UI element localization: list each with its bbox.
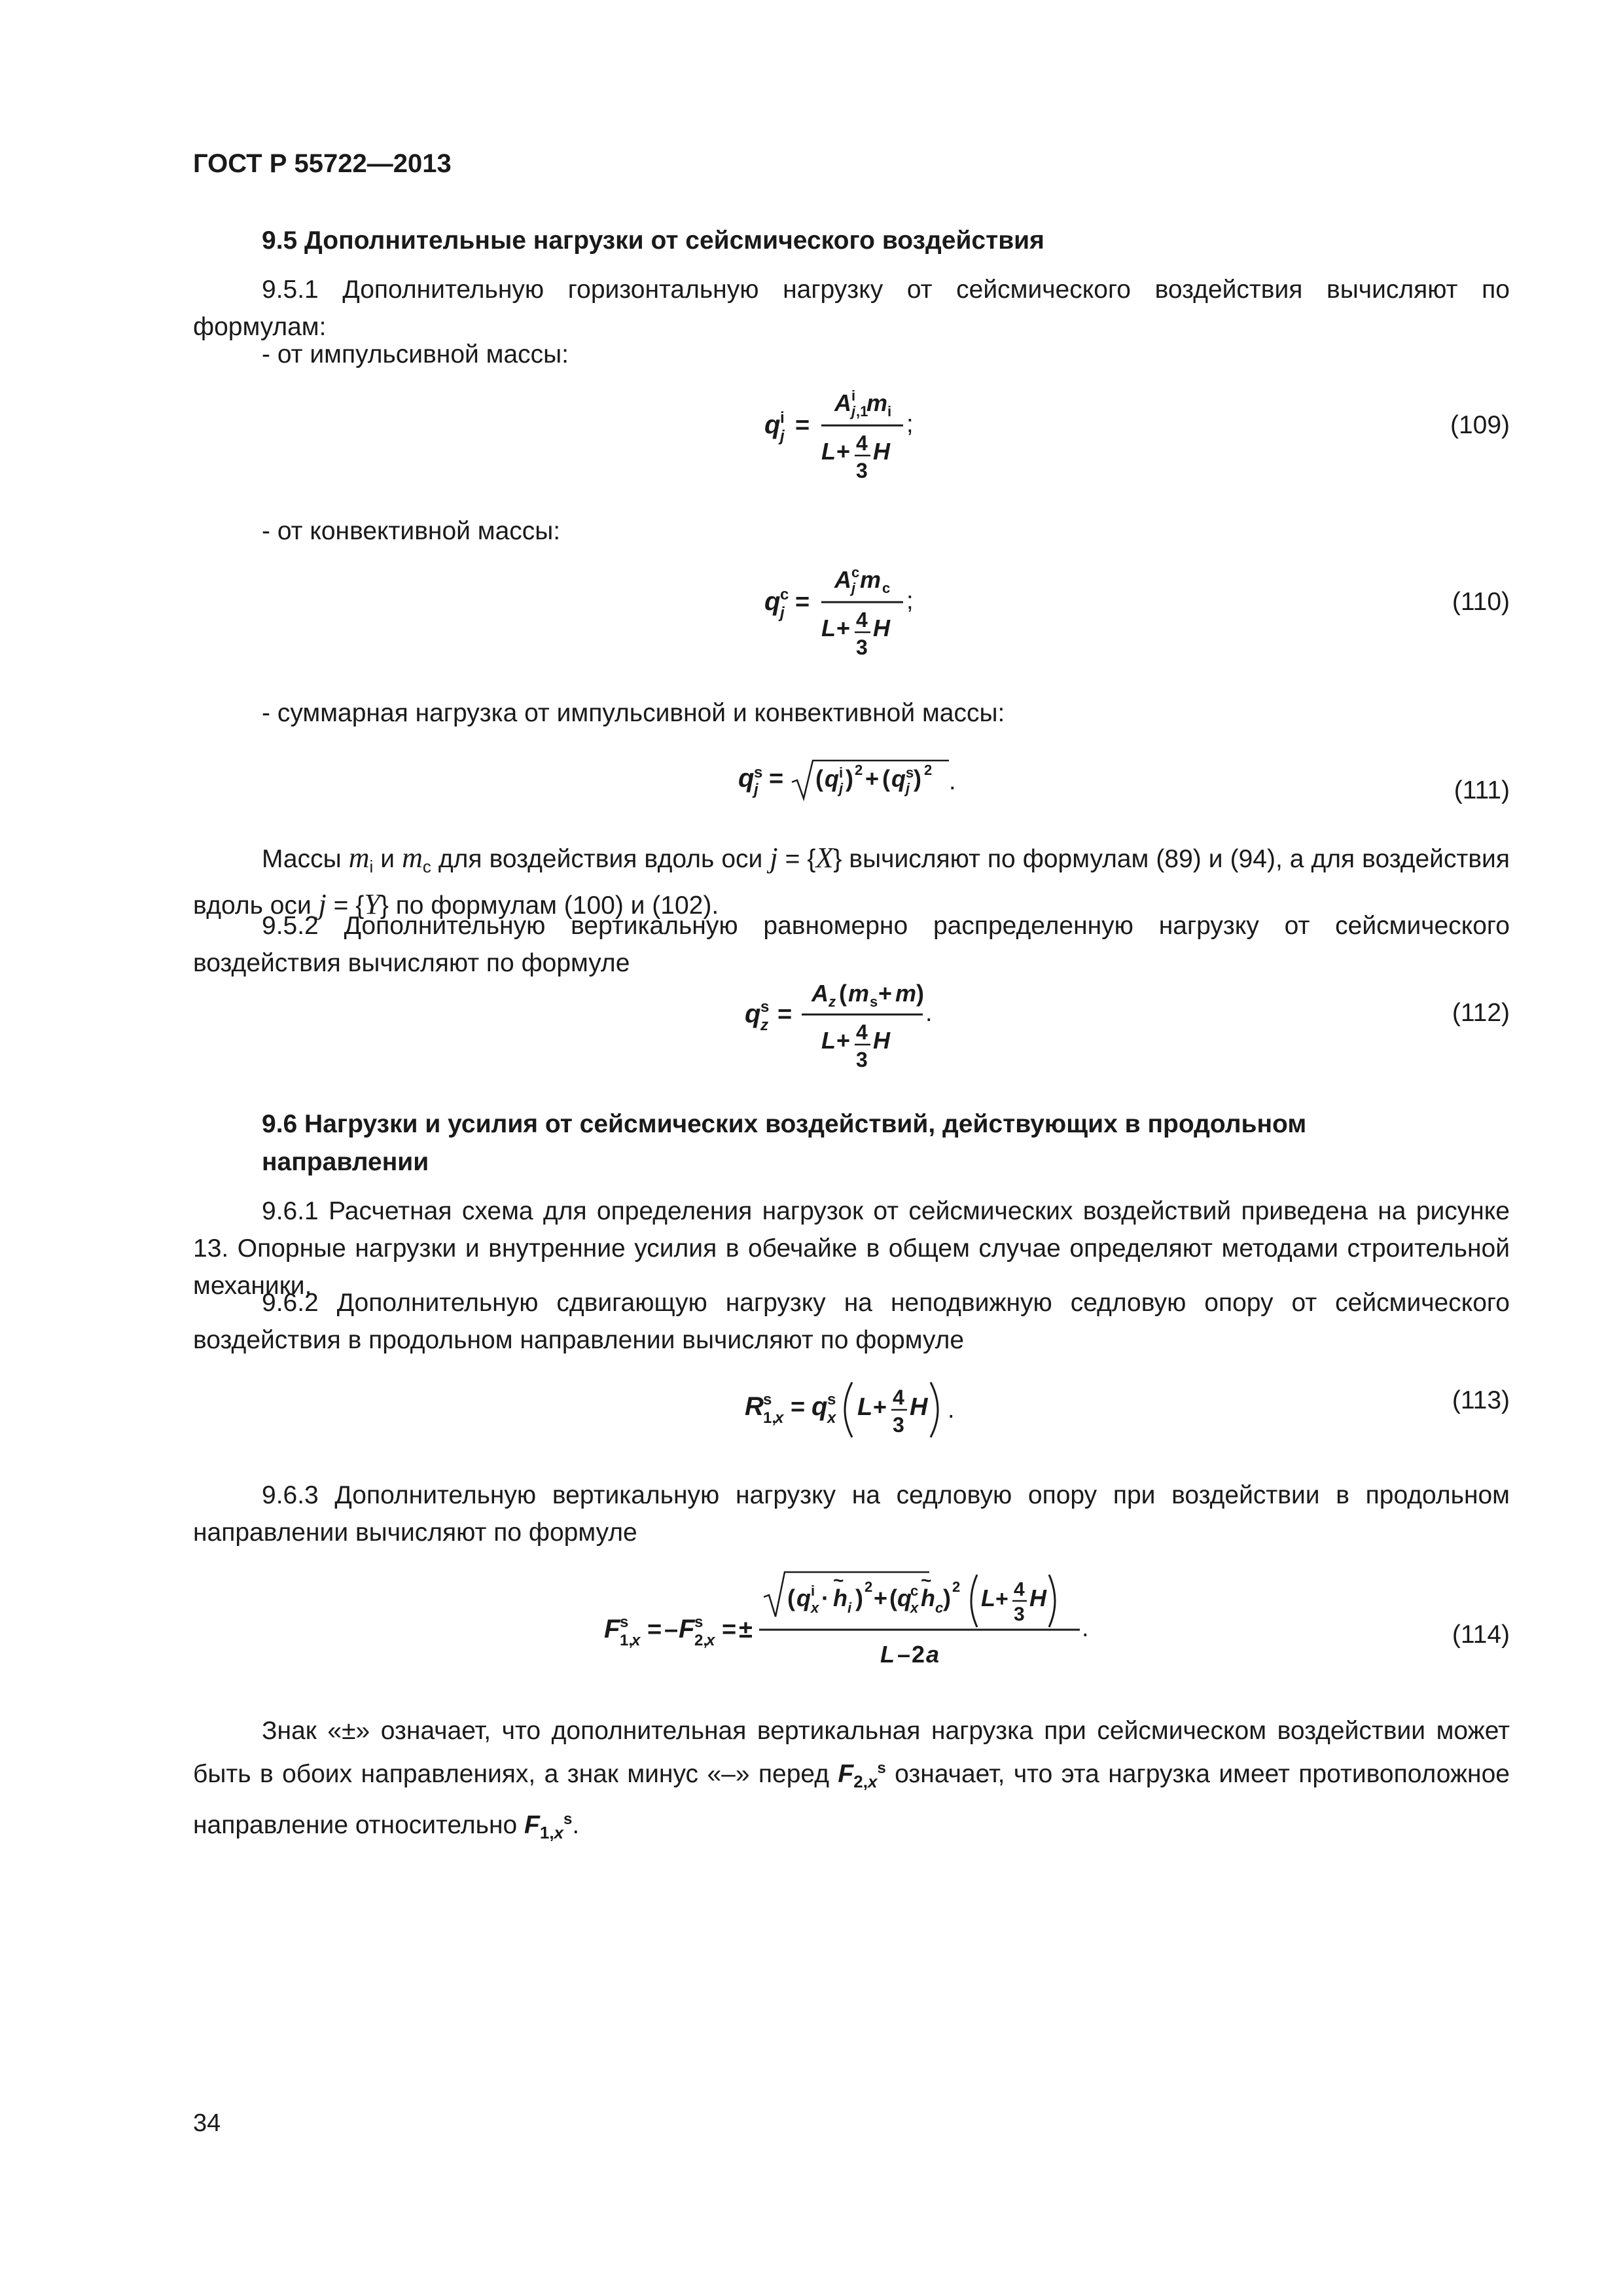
svg-text:j: j <box>851 580 856 596</box>
svg-text:m: m <box>866 389 888 416</box>
svg-text:(: ( <box>839 980 847 1007</box>
svg-text:+: + <box>995 1587 1008 1611</box>
svg-text:4: 4 <box>856 608 868 632</box>
svg-text:a: a <box>926 1641 940 1668</box>
svg-text:=: = <box>777 1001 793 1028</box>
svg-text:=: = <box>647 1616 662 1643</box>
svg-text:;: ; <box>906 587 914 615</box>
svg-text:.: . <box>948 1396 955 1424</box>
svg-text:–: – <box>664 1616 679 1643</box>
item-total-load: - суммарная нагрузка от импульсивной и конвективной массы: <box>262 699 1005 727</box>
svg-text:3: 3 <box>893 1413 904 1437</box>
svg-text:(: ( <box>815 765 823 792</box>
svg-text:L: L <box>981 1585 995 1611</box>
svg-text:j: j <box>839 780 844 797</box>
svg-text:2: 2 <box>865 1579 873 1595</box>
svg-text:L: L <box>821 438 836 465</box>
svg-text:3: 3 <box>856 636 868 659</box>
formula-111 <box>733 753 982 815</box>
svg-text:m: m <box>895 980 917 1007</box>
svg-text:H: H <box>873 615 890 641</box>
svg-text:i: i <box>839 764 844 781</box>
svg-text:c: c <box>780 586 789 603</box>
svg-text:1,: 1, <box>763 1409 777 1427</box>
svg-text:.: . <box>949 768 956 795</box>
equation-number-109: (109) <box>1450 411 1510 439</box>
masses-text-and: и <box>380 845 395 873</box>
svg-text:j: j <box>754 781 758 798</box>
svg-text:x: x <box>706 1632 715 1649</box>
svg-text:q: q <box>738 764 755 793</box>
section-9-6-title-2: направлении <box>262 1148 429 1176</box>
svg-text:R: R <box>745 1392 764 1421</box>
paragraph-sign-meaning: Знак «±» означает, что дополнительная вертикальная нагрузка при сейсмическом воздействии может быть в обоих направлениях, а знак минус «–» перед $F_{2,x}^s$ означает, что эта нагрузка имеет противоположное направление относительно $F_{1,x}^s$. <box>193 1717 1510 1842</box>
formula-113 <box>740 1368 975 1456</box>
svg-text:): ) <box>846 765 853 792</box>
svg-text:q: q <box>891 765 906 792</box>
item-convective-mass: - от конвективной массы: <box>262 517 561 545</box>
sign-text-b: означает, что эта нагрузка имеет противоположное направление относительно <box>193 1760 1510 1839</box>
formula-110 <box>759 563 929 684</box>
svg-text:~: ~ <box>833 1570 844 1590</box>
svg-text:s: s <box>620 1613 629 1631</box>
svg-text:2: 2 <box>924 762 933 778</box>
svg-text:+: + <box>873 1393 887 1420</box>
svg-text:j: j <box>906 780 910 797</box>
svg-text:i: i <box>847 1600 852 1616</box>
svg-text:±: ± <box>739 1616 753 1643</box>
svg-text:m: m <box>860 566 882 593</box>
masses-text-d: по формулам (100) и (102). <box>395 891 719 920</box>
svg-text:x: x <box>910 1600 919 1616</box>
svg-text:c: c <box>851 564 860 581</box>
svg-text:2: 2 <box>855 762 863 778</box>
formula-114 <box>599 1564 1109 1698</box>
svg-text:A: A <box>834 566 851 593</box>
svg-text:+: + <box>836 438 851 465</box>
svg-text:3: 3 <box>856 1048 868 1071</box>
svg-text:h: h <box>921 1585 935 1611</box>
svg-text:): ) <box>855 1585 863 1611</box>
svg-text:L: L <box>821 1027 836 1054</box>
svg-text:4: 4 <box>893 1386 904 1409</box>
svg-text:x: x <box>775 1409 784 1427</box>
document-header: ГОСТ Р 55722—2013 <box>193 149 452 178</box>
svg-text:m: m <box>848 980 870 1007</box>
svg-text:2,: 2, <box>694 1632 708 1649</box>
svg-text:.: . <box>1082 1615 1089 1642</box>
svg-text:s: s <box>906 764 914 781</box>
paragraph-9-5-1: 9.5.1 Дополнительную горизонтальную нагрузку от сейсмического воздействия вычисляют по формулам: <box>193 276 1510 341</box>
equation-number-112: (112) <box>1452 999 1510 1027</box>
svg-text:i: i <box>887 403 892 420</box>
svg-text:i: i <box>811 1583 815 1599</box>
svg-text:=: = <box>795 588 810 616</box>
svg-text:x: x <box>827 1409 836 1427</box>
svg-text:3: 3 <box>1014 1604 1025 1625</box>
equation-number-110: (110) <box>1452 588 1510 616</box>
svg-text:s: s <box>827 1391 836 1408</box>
svg-text:c: c <box>910 1583 919 1599</box>
svg-text:,1: ,1 <box>856 403 868 420</box>
svg-text:4: 4 <box>1014 1579 1025 1600</box>
svg-text:=: = <box>769 765 784 793</box>
svg-text:z: z <box>829 994 836 1010</box>
svg-text:+: + <box>865 765 880 792</box>
svg-text:z: z <box>760 1016 768 1034</box>
svg-text:s: s <box>694 1613 704 1631</box>
svg-text:q: q <box>764 587 781 616</box>
svg-text:): ) <box>943 1585 951 1611</box>
svg-text:=: = <box>795 412 810 439</box>
svg-text:;: ; <box>906 410 914 438</box>
svg-text:~: ~ <box>921 1570 932 1590</box>
svg-text:3: 3 <box>856 459 868 482</box>
svg-text:+: + <box>874 1585 888 1611</box>
svg-text:H: H <box>873 1027 890 1054</box>
svg-text:=: = <box>722 1616 737 1643</box>
paragraph-9-6-3: 9.6.3 Дополнительную вертикальную нагрузку на седловую опору при воздействии в продольном направлении вычисляют по формуле <box>193 1481 1510 1547</box>
svg-text:+: + <box>836 1027 851 1054</box>
svg-text:.: . <box>925 999 933 1027</box>
svg-text:·: · <box>821 1585 829 1611</box>
svg-text:q: q <box>764 410 781 439</box>
svg-text:2: 2 <box>912 1641 925 1668</box>
svg-text:x: x <box>811 1600 819 1616</box>
svg-text:s: s <box>760 998 770 1016</box>
svg-text:c: c <box>882 580 891 596</box>
svg-text:i: i <box>851 387 856 404</box>
svg-text:A: A <box>812 980 829 1007</box>
svg-text:H: H <box>873 438 890 465</box>
svg-text:(: ( <box>787 1585 795 1611</box>
formula-112 <box>740 975 949 1096</box>
svg-text:s: s <box>763 1391 772 1408</box>
paragraph-masses: Массы $m_i$ и $m_c$ для воздействия вдоль оси j = {X} вычисляют по формулам (89) и (94), а для воздействия вдоль оси j = {Y} по формулам (100) и (102). <box>193 842 1510 920</box>
svg-text:4: 4 <box>856 1020 868 1044</box>
svg-text:4: 4 <box>856 431 868 455</box>
masses-text-c: вычисляют по формулам (89) и (94), а для воздействия вдоль оси <box>193 845 1510 920</box>
svg-text:F: F <box>604 1615 620 1643</box>
svg-text:q: q <box>812 1392 828 1421</box>
svg-text:H: H <box>1029 1585 1046 1611</box>
svg-text:q: q <box>825 765 839 792</box>
svg-text:): ) <box>914 765 921 792</box>
svg-text:+: + <box>836 615 851 641</box>
page-number: 34 <box>193 2109 221 2137</box>
svg-text:j: j <box>851 403 856 420</box>
svg-text:L: L <box>821 615 836 641</box>
svg-text:): ) <box>916 980 924 1007</box>
section-9-6-title-1: 9.6 Нагрузки и усилия от сейсмических воздействий, действующих в продольном <box>262 1110 1307 1138</box>
svg-text:s: s <box>870 994 878 1010</box>
paragraph-9-5-2: 9.5.2 Дополнительную вертикальную равномерно распределенную нагрузку от сейсмического воздействия вычисляют по формуле <box>193 912 1510 977</box>
svg-text:(: ( <box>889 1585 897 1611</box>
svg-text:i: i <box>780 409 785 427</box>
svg-text:h: h <box>833 1585 847 1611</box>
svg-text:A: A <box>834 389 851 416</box>
svg-text:j: j <box>780 427 785 445</box>
paragraph-9-6-1: 9.6.1 Расчетная схема для определения нагрузок от сейсмических воздействий приведена на рисунке 13. Опорные нагрузки и внутренние усилия в обечайке в общем случае определяют методами строительной механики. <box>193 1197 1510 1300</box>
section-9-5-title: 9.5 Дополнительные нагрузки от сейсмического воздействия <box>262 226 1044 255</box>
svg-text:q: q <box>745 999 761 1028</box>
paragraph-9-6-2: 9.6.2 Дополнительную сдвигающую нагрузку на неподвижную седловую опору от сейсмического воздействия в продольном направлении вычисляют по формуле <box>193 1289 1510 1354</box>
svg-text:1,: 1, <box>620 1632 633 1649</box>
svg-text:c: c <box>935 1600 944 1616</box>
svg-text:L: L <box>880 1641 895 1668</box>
equation-number-113: (113) <box>1452 1386 1510 1414</box>
svg-text:F: F <box>679 1615 695 1643</box>
svg-text:s: s <box>754 764 763 781</box>
svg-text:(: ( <box>882 765 890 792</box>
equation-number-111: (111) <box>1454 776 1510 804</box>
svg-text:=: = <box>791 1393 806 1421</box>
svg-text:2: 2 <box>952 1579 961 1595</box>
sign-text-a: Знак «±» означает, что дополнительная вертикальная нагрузка при сейсмическом воздействии может быть в обоих направлениях, а знак минус «–» перед <box>193 1717 1510 1788</box>
masses-text-b: для воздействия вдоль оси <box>438 845 763 873</box>
item-impulse-mass: - от импульсивной массы: <box>262 340 569 368</box>
formula-109 <box>759 386 929 507</box>
svg-text:+: + <box>878 980 893 1007</box>
svg-text:–: – <box>897 1641 911 1668</box>
svg-text:x: x <box>632 1632 641 1649</box>
svg-text:q: q <box>897 1585 912 1611</box>
equation-number-114: (114) <box>1452 1621 1510 1649</box>
svg-text:q: q <box>796 1585 811 1611</box>
svg-text:H: H <box>910 1393 928 1421</box>
masses-text-a: Массы <box>262 845 342 873</box>
svg-text:j: j <box>780 604 785 622</box>
svg-text:L: L <box>857 1393 873 1421</box>
